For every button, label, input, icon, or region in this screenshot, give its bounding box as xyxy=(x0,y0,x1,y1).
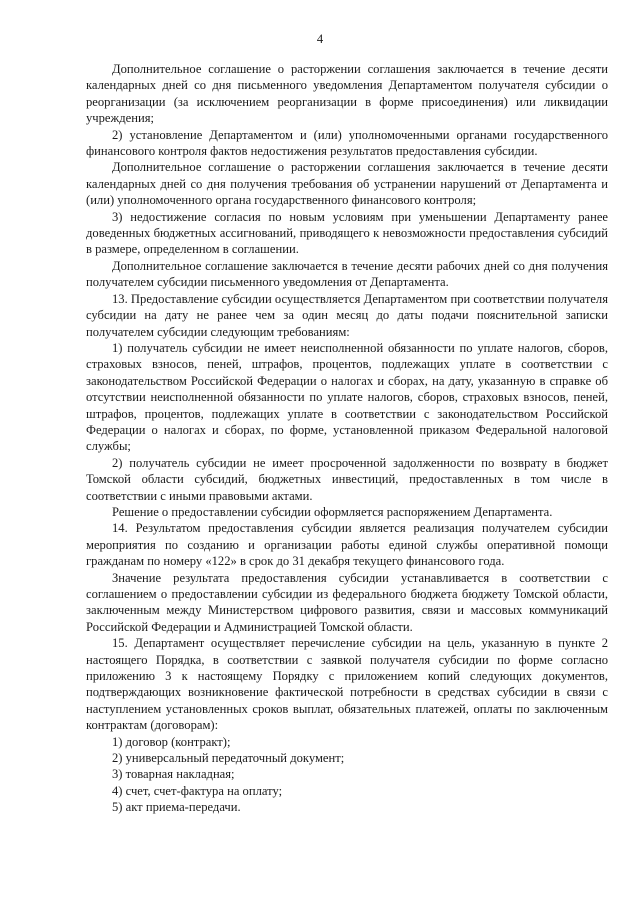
paragraph: 1) получатель субсидии не имеет неисполненной обязанности по уплате налогов, сборов, страховых взносов, пеней, штрафов, процентов, подлежащих уплате в соответствии с законодательством Российской Федерации о налогах и сборах, на дату, указанную в справке об отсутствии неисполненной обязанности по уплате налогов, сборов, страховых взносов, пеней, штрафов, процентов, подлежащих уплате в соответствии с законодательством Российской Федерации о налогах и сборах, по форме, установленной приказом Федеральной налоговой службы; xyxy=(86,340,608,454)
document-body xyxy=(86,61,608,816)
paragraph: 2) получатель субсидии не имеет просроченной задолженности по возврату в бюджет Томской области субсидий, бюджетных инвестиций, предоставленных в том числе в соответствии с иными правовыми актами. xyxy=(86,455,608,503)
list-item: 2) универсальный передаточный документ; xyxy=(112,751,345,766)
paragraph: 3) недостижение согласия по новым условиям при уменьшении Департаменту ранее доведенных бюджетных ассигнований, приводящего к невозможности предоставления субсидий в размере, определенном в соглашении. xyxy=(86,209,608,257)
paragraph: 2) установление Департаментом и (или) уполномоченными органами государственного финансового контроля фактов недостижения результатов предоставления субсидии. xyxy=(86,127,608,159)
paragraph: Решение о предоставлении субсидии оформляется распоряжением Департамента. xyxy=(112,504,553,519)
paragraph: Дополнительное соглашение заключается в течение десяти рабочих дней со дня получения получателем субсидии письменного уведомления от Департамента. xyxy=(86,258,608,290)
page-number: 4 xyxy=(316,32,324,46)
paragraph: 13. Предоставление субсидии осуществляется Департаментом при соответствии получателя субсидии на дату не ранее чем за один месяц до даты подачи пояснительной записки получателем субсидии следующим требованиям: xyxy=(86,291,608,339)
paragraph: 14. Результатом предоставления субсидии является реализация получателем субсидии мероприятия по созданию и организации работы единой службы оперативной помощи гражданам по номеру «122» в срок до 31 декабря текущего финансового года. xyxy=(86,521,608,569)
list-item: 4) счет, счет-фактура на оплату; xyxy=(112,783,283,798)
list-item: 5) акт приема-передачи. xyxy=(112,800,241,815)
paragraph: 15. Департамент осуществляет перечисление субсидии на цель, указанную в пункте 2 настоящего Порядка, в соответствии с заявкой получателя субсидии по форме согласно приложению 3 к настоящему Порядку с приложением копий следующих документов, подтверждающих возникновение фактической потребности в средствах субсидии в связи с наступлением установленных сроков выплат, обязательных платежей, оплаты по заключенным контрактам (договорам): xyxy=(86,636,608,733)
list-item: 3) товарная накладная; xyxy=(112,767,235,782)
paragraph: Дополнительное соглашение о расторжении соглашения заключается в течение десяти календарных дней со дня получения требования об устранении нарушений от Департамента и (или) уполномоченного органа государственного финансового контроля; xyxy=(86,160,608,208)
paragraph: Дополнительное соглашение о расторжении соглашения заключается в течение десяти календарных дней со дня письменного уведомления Департаментом получателя субсидии о реорганизации (за исключением реорганизации в форме присоединения) или ликвидации учреждения; xyxy=(86,62,608,126)
paragraph: Значение результата предоставления субсидии устанавливается в соответствии с соглашением о предоставлении субсидии из федерального бюджета бюджету Томской области, заключенным между Министерством цифрового развития, связи и массовых коммуникаций Российской Федерации и Администрацией Томской области. xyxy=(86,570,608,634)
list-item: 1) договор (контракт); xyxy=(112,734,231,749)
